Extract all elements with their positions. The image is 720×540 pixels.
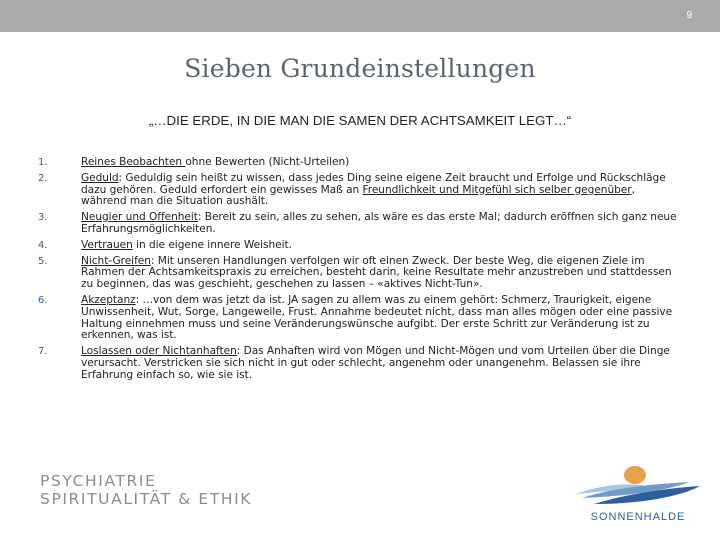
item-term: Geduld (81, 171, 119, 184)
list-item (38, 256, 678, 291)
sun-icon (624, 466, 646, 484)
item-term: Nicht-Greifen (81, 254, 151, 267)
page-title: Sieben Grundeinstellungen (184, 54, 536, 83)
item-number: 4. (38, 239, 48, 251)
item-text: : …von dem was jetzt da ist. JA sagen zu allem was zu einem gehört: Schmerz, Traurigkeit, eigene Unwissenheit, Wut, Sorge, Langeweile, Frust. Annahme bedeutet nicht, dass man alles mögen oder eine passive Haltung einnehmen muss und seine Veränderungswünsche aufgibt. Der erste Schritt zur Veränderung ist zu erkennen, was ist. (81, 293, 673, 342)
item-term: Akzeptanz (81, 293, 136, 306)
item-text: ohne Bewerten (Nicht-Urteilen) (185, 156, 350, 168)
item-text: : Das Anhaften wird von Mögen und Nicht-Mögen und vom Urteilen über die Dinge verursacht. Verstricken sie sich nicht in gut oder schlecht, angenehm oder unangenehm. Belassen sie ihre Erfahrung einfach so, wie sie ist. (81, 345, 670, 381)
item-number: 1. (38, 157, 48, 168)
item-text-secondary: , während man die Situation aushält. (81, 183, 635, 208)
item-term: Reines Beobachten (81, 156, 186, 168)
footer-brand (40, 472, 252, 508)
item-term-secondary: Freundlichkeit und Mitgefühl sich selber gegenüber (362, 183, 632, 196)
item-number: 7. (38, 346, 48, 358)
page-subtitle: „…DIE ERDE, IN DIE MAN DIE SAMEN DER ACHTSAMKEIT LEGT…“ (148, 113, 572, 128)
item-term: Vertrauen (81, 238, 133, 251)
footer-line-2: SPIRITUALITÄT & ETHIK (40, 490, 253, 508)
item-number: 3. (38, 212, 48, 224)
sonnenhalde-logo (572, 460, 702, 526)
list-item (38, 173, 678, 208)
item-text: : Geduldig sein heißt zu wissen, dass jedes Ding seine eigene Zeit braucht und Erfolge und Rückschläge dazu gehören. Geduld erfordert ein gewisses Maß an (81, 171, 666, 196)
item-term: Neugier und Offenheit (81, 211, 198, 224)
list-item (38, 212, 678, 236)
item-number: 2. (38, 172, 48, 184)
logo-text: SONNENHALDE (590, 511, 686, 523)
list-item (38, 157, 678, 169)
item-text: : Bereit zu sein, alles zu sehen, als wäre es das erste Mal; dadurch eröffnen sich ganz neue Erfahrungsmöglichkeiten. (81, 211, 677, 235)
item-text: : Mit unseren Handlungen verfolgen wir oft einen Zweck. Der beste Weg, die eigenen Ziele im Rahmen der Achtsamkeitspraxis zu erreichen, besteht darin, keine Resultate mehr anzustreben und stattdessen zu beginnen, das was geschieht, geschehen zu lassen – «aktives Nicht-Tun». (81, 254, 672, 291)
list-item (38, 240, 678, 252)
header-bar (0, 0, 720, 32)
list-item (38, 295, 678, 342)
item-number: 5. (38, 255, 48, 267)
list-item (38, 346, 678, 381)
principles-list (38, 157, 678, 386)
item-term: Loslassen oder Nichtanhaften (81, 345, 237, 358)
item-text: in die eigene innere Weisheit. (132, 238, 292, 251)
page-number: 9 (686, 10, 692, 21)
footer-line-1: PSYCHIATRIE (40, 472, 157, 490)
item-number: 6. (38, 294, 48, 306)
